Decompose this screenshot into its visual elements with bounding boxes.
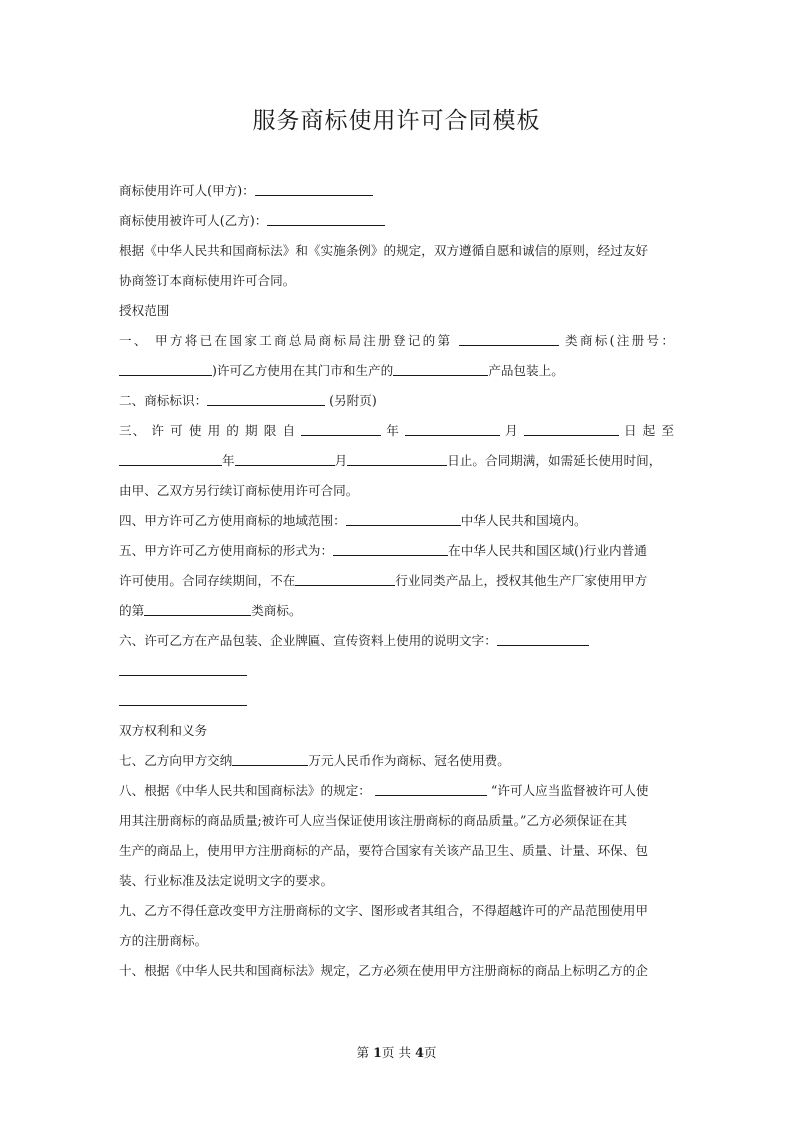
- clause-text: 行业同类产品上，授权其他生产厂家使用甲方: [395, 573, 648, 588]
- start-year-blank[interactable]: [301, 423, 381, 436]
- paragraph-line: 根据《中华人民共和国商标法》和《实施条例》的规定，双方遵循自愿和诚信的原则，经过友好: [119, 243, 648, 258]
- license-form-blank[interactable]: [333, 543, 448, 556]
- clause-text: 日止。合同期满，如需延长使用时间，: [447, 453, 662, 468]
- end-year-blank[interactable]: [119, 453, 222, 466]
- clause-text: 三、 许 可 使 用 的 期 限 自: [119, 423, 297, 438]
- footer-text: 页 共: [381, 1045, 416, 1060]
- blank-line: [119, 686, 674, 716]
- clause-text: 万元人民币作为商标、冠名使用费。: [308, 753, 510, 768]
- description-text-blank[interactable]: [497, 633, 589, 646]
- territory-blank[interactable]: [346, 513, 461, 526]
- clause-text: 六、许可乙方在产品包装、企业牌匾、宣传资料上使用的说明文字：: [119, 633, 497, 648]
- clause-3-line: [119, 416, 674, 446]
- licensor-label: 商标使用许可人(甲方)：: [119, 183, 255, 198]
- paragraph-line: 十、根据《中华人民共和国商标法》规定，乙方必须在使用甲方注册商标的商品上标明乙方的企: [119, 963, 648, 978]
- clause-text: 许可使用。合同存续期间，不在: [119, 573, 296, 588]
- clause-text: “许可人应当监督被许可人使: [490, 783, 649, 798]
- end-day-blank[interactable]: [347, 453, 447, 466]
- licensor-blank[interactable]: [255, 183, 373, 196]
- page-footer: [0, 1042, 793, 1061]
- clause-text: 类商标。: [251, 603, 302, 618]
- trademark-class-blank[interactable]: [144, 603, 251, 616]
- clause-text: (另附页): [329, 393, 377, 408]
- clause-text: 五、甲方许可乙方使用商标的形式为：: [119, 543, 334, 558]
- clause-text: 中华人民共和国境内。: [460, 513, 587, 528]
- industry-blank[interactable]: [295, 573, 395, 586]
- clause-text: 月: [334, 453, 348, 468]
- clause-text: 七、乙方向甲方交纳: [119, 753, 233, 768]
- description-text-blank[interactable]: [119, 693, 247, 706]
- clause-text: 产品包装上。: [488, 363, 564, 378]
- clause-text: 年: [386, 423, 400, 438]
- blank-line: [119, 656, 674, 686]
- clause-5-line: [119, 536, 674, 566]
- clause-4-line: [119, 506, 674, 536]
- paragraph-line: 生产的商品上，使用甲方注册商标的产品，要符合国家有关该产品卫生、质量、计量、环保、包: [119, 843, 648, 858]
- clause-1-line: [119, 356, 674, 386]
- description-text-blank[interactable]: [119, 663, 247, 676]
- product-blank[interactable]: [393, 363, 488, 376]
- licensee-line: [119, 206, 674, 236]
- document-title: 服务商标使用许可合同模板: [252, 108, 541, 134]
- start-day-blank[interactable]: [524, 423, 619, 436]
- section-heading-rights: 双方权利和义务: [119, 723, 208, 738]
- document-body: [119, 176, 674, 986]
- paragraph-line: 由甲、乙双方另行续订商标使用许可合同。: [119, 483, 359, 498]
- paragraph-line: 用其注册商标的商品质量;被许可人应当保证使用该注册商标的商品质量。”乙方必须保证在其: [119, 813, 628, 828]
- start-month-blank[interactable]: [405, 423, 500, 436]
- clause-8-line: [119, 776, 674, 806]
- clause-text: 四、甲方许可乙方使用商标的地域范围：: [119, 513, 346, 528]
- current-page-number: 1: [373, 1045, 382, 1060]
- clause-text: 一、 甲方将已在国家工商总局商标局注册登记的第: [119, 333, 453, 348]
- end-month-blank[interactable]: [235, 453, 335, 466]
- clause-7-line: [119, 746, 674, 776]
- clause-3-line: [119, 446, 674, 476]
- law-article-blank[interactable]: [375, 783, 487, 796]
- trademark-logo-blank[interactable]: [207, 393, 325, 406]
- registration-number-blank[interactable]: [119, 363, 212, 376]
- clause-text: 在中华人民共和国区域()行业内普通: [448, 543, 647, 558]
- licensor-line: [119, 176, 674, 206]
- clause-1-line: [119, 326, 674, 356]
- clause-6-line: [119, 626, 674, 656]
- clause-2-line: [119, 386, 674, 416]
- section-heading-scope: 授权范围: [119, 303, 170, 318]
- paragraph-line: 装、行业标准及法定说明文字的要求。: [119, 873, 334, 888]
- fee-amount-blank[interactable]: [232, 753, 308, 766]
- clause-text: 的第: [119, 603, 145, 618]
- paragraph-line: 协商签订本商标使用许可合同。: [119, 273, 296, 288]
- total-page-number: 4: [415, 1045, 424, 1060]
- clause-text: 二、商标标识：: [119, 393, 208, 408]
- licensee-blank[interactable]: [267, 213, 385, 226]
- clause-text: 月: [505, 423, 519, 438]
- clause-1-class-blank[interactable]: [459, 333, 559, 346]
- clause-text: 日 起 至: [623, 423, 674, 438]
- clause-5-line: [119, 566, 674, 596]
- paragraph-line: 九、乙方不得任意改变甲方注册商标的文字、图形或者其组合，不得超越许可的产品范围使用甲: [119, 903, 648, 918]
- footer-text: 页: [423, 1045, 437, 1060]
- licensee-label: 商标使用被许可人(乙方)：: [119, 213, 268, 228]
- footer-text: 第: [356, 1045, 374, 1060]
- clause-5-line: [119, 596, 674, 626]
- paragraph-line: 方的注册商标。: [119, 933, 208, 948]
- clause-text: 八、根据《中华人民共和国商标法》的规定：: [119, 783, 371, 798]
- clause-text: 年: [222, 453, 235, 468]
- clause-text: )许可乙方使用在其门市和生产的: [212, 363, 394, 378]
- clause-text: 类商标(注册号：: [564, 333, 674, 348]
